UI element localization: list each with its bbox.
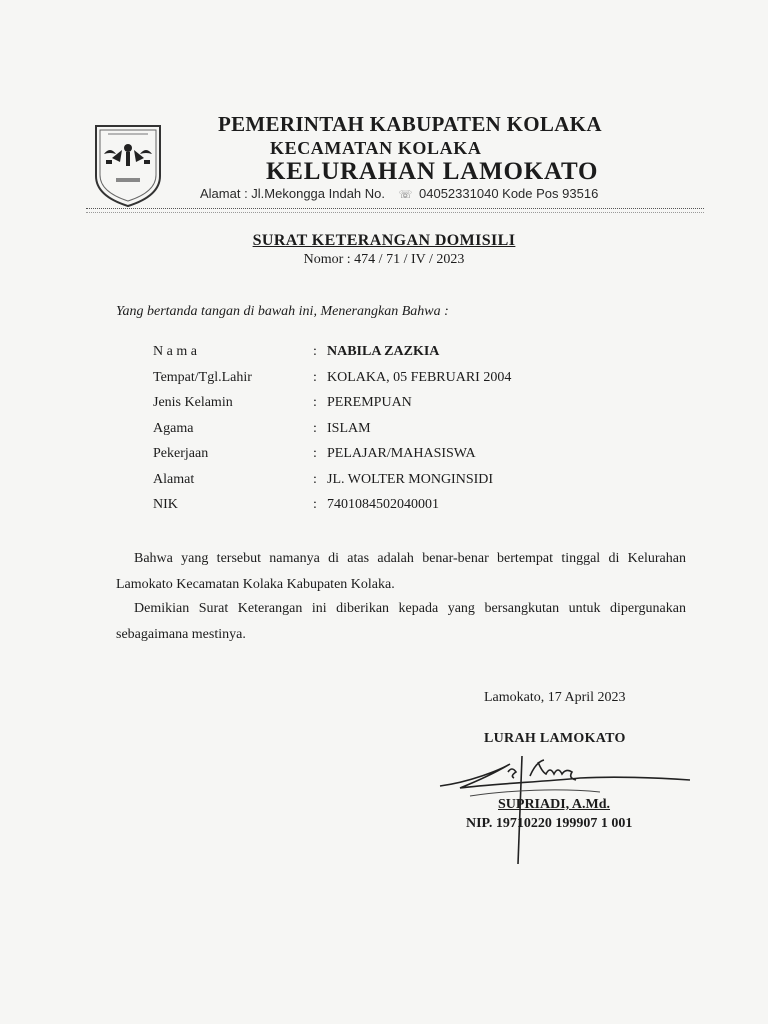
field-row-religion — [153, 421, 673, 447]
letterhead-divider-secondary — [86, 212, 704, 213]
field-row-occupation — [153, 446, 673, 472]
field-label: NIK — [153, 497, 178, 512]
field-value: KOLAKA, 05 FEBRUARI 2004 — [327, 369, 512, 385]
field-value: NABILA ZAZKIA — [327, 344, 440, 359]
field-value: PEREMPUAN — [327, 395, 412, 410]
letterhead-divider — [86, 208, 704, 209]
field-label: N a m a — [153, 344, 197, 359]
letterhead-address-line — [200, 186, 598, 201]
field-row-gender — [153, 395, 673, 421]
field-colon: : — [313, 395, 317, 410]
letter-title: SURAT KETERANGAN DOMISILI — [252, 232, 516, 249]
field-colon: : — [313, 344, 317, 359]
field-colon: : — [313, 420, 317, 436]
field-colon: : — [313, 497, 317, 512]
field-label: Alamat — [153, 471, 195, 487]
place-date: Lamokato, 17 April 2023 — [484, 690, 626, 705]
intro-text: Yang bertanda tangan di bawah ini, Menerangkan Bahwa : — [116, 304, 449, 319]
address-text: Alamat : Jl.Mekongga Indah No. — [200, 186, 385, 201]
field-value: ISLAM — [327, 420, 371, 436]
field-colon: : — [313, 446, 317, 461]
letter-number: Nomor : 474 / 71 / IV / 2023 — [303, 252, 465, 267]
body-paragraph-residence: Bahwa yang tersebut namanya di atas adalah benar-benar bertempat tinggal di Kelurahan Lamokato Kecamatan Kolaka Kabupaten Kolaka. — [116, 551, 686, 592]
field-value: PELAJAR/MAHASISWA — [327, 446, 476, 461]
signer-office: LURAH LAMOKATO — [484, 731, 626, 746]
phone-postal-text: 04052331040 Kode Pos 93516 — [419, 186, 599, 201]
field-colon: : — [313, 369, 317, 385]
field-row-birth — [153, 370, 673, 396]
letterhead-government: PEMERINTAH KABUPATEN KOLAKA — [218, 112, 602, 136]
phone-icon: ☏ — [398, 189, 413, 201]
field-row-name — [153, 344, 673, 370]
field-label: Jenis Kelamin — [153, 395, 233, 410]
identity-fields — [153, 344, 673, 523]
field-row-address — [153, 472, 673, 498]
field-colon: : — [313, 471, 317, 487]
letterhead-district: KECAMATAN KOLAKA — [270, 138, 482, 158]
regency-emblem-icon — [90, 118, 166, 208]
field-value: JL. WOLTER MONGINSIDI — [327, 471, 494, 487]
field-label: Tempat/Tgl.Lahir — [153, 369, 252, 385]
field-label: Pekerjaan — [153, 446, 209, 461]
signer-name: SUPRIADI, A.Md. — [498, 797, 611, 812]
signer-nip: NIP. 19710220 199907 1 001 — [466, 816, 633, 831]
field-label: Agama — [153, 420, 194, 436]
field-row-nik — [153, 497, 673, 523]
letterhead-village: KELURAHAN LAMOKATO — [266, 158, 599, 185]
body-paragraph-closing: Demikian Surat Keterangan ini diberikan kepada yang bersangkutan untuk dipergunakan sebagaimana mestinya. — [116, 601, 686, 642]
field-value: 7401084502040001 — [327, 497, 439, 512]
